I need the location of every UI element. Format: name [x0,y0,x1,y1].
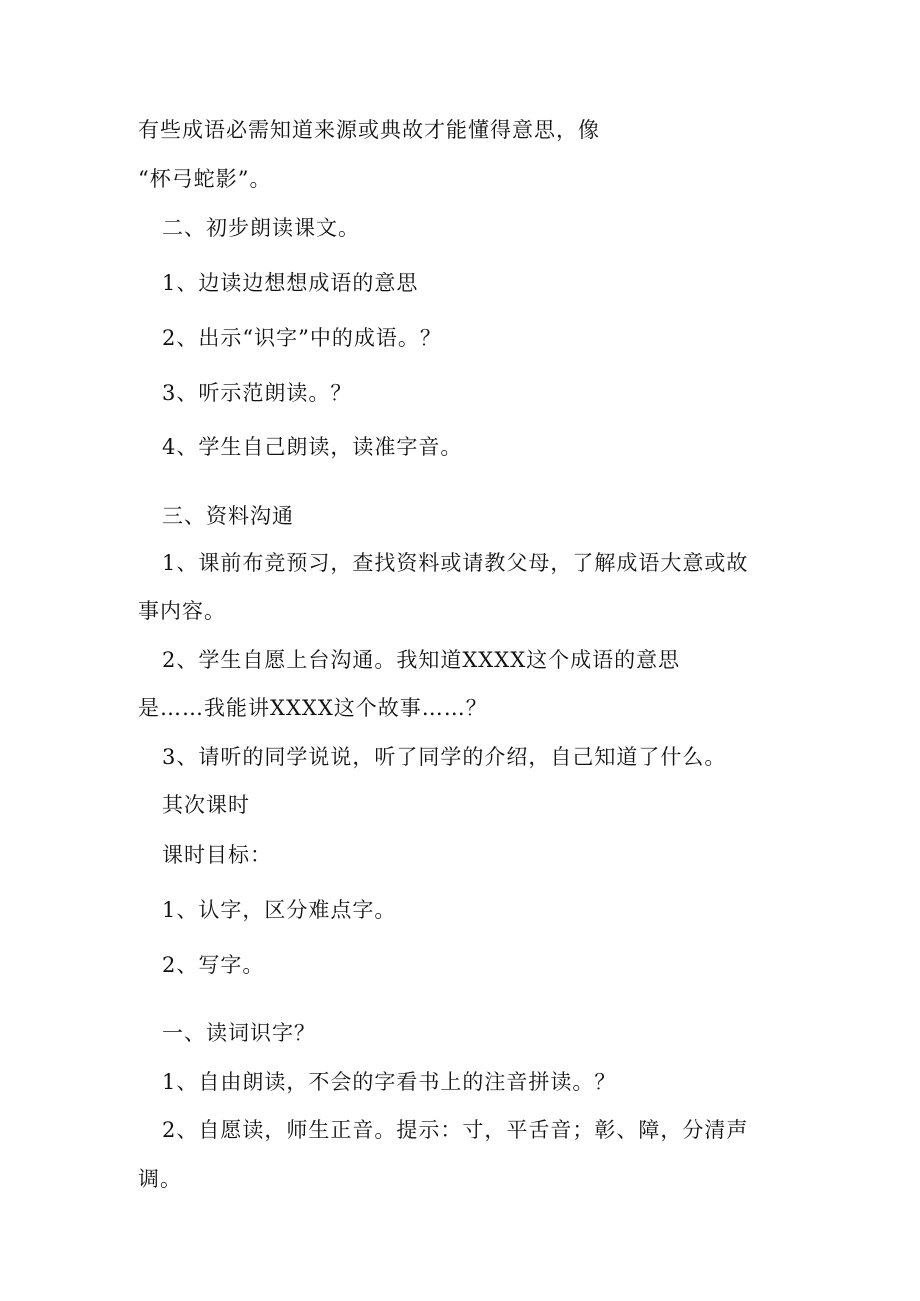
text-line: 调。 [138,1167,182,1191]
text-line: 有些成语必需知道来源或典故才能懂得意思，像 [138,118,600,142]
section-heading: 其次课时 [162,793,250,817]
list-item: 1、课前布竞预习，查找资料或请教父母，了解成语大意或故 [162,551,749,575]
list-item: 1、边读边想想成语的意思 [162,271,419,295]
section-heading: 一、读词识字？ [162,1021,316,1045]
list-item: 2、写字。 [162,953,265,977]
list-item: 2、出示“识字”中的成语。？ [162,326,442,350]
list-item: 3、听示范朗读。？ [162,381,353,405]
text-line: 是……我能讲XXXX这个故事……？ [138,696,488,720]
list-item: 1、认字，区分难点字。 [162,898,397,922]
list-item: 1、自由朗读，不会的字看书上的注音拼读。？ [162,1070,617,1094]
section-heading: 二、初步朗读课文。 [162,216,360,240]
section-heading: 三、资料沟通 [162,504,294,528]
list-item: 3、请听的同学说说，听了同学的介绍，自己知道了什么。 [162,745,727,769]
text-line: “杯弓蛇影”。 [138,167,272,191]
list-item: 4、学生自己朗读，读准字音。 [162,435,463,459]
list-item: 2、自愿读，师生正音。提示：寸，平舌音；彰、障，分清声 [162,1118,749,1142]
text-line: 课时目标： [162,843,272,867]
list-item: 2、学生自愿上台沟通。我知道XXXX这个成语的意思 [162,648,681,672]
text-line: 事内容。 [138,599,226,623]
